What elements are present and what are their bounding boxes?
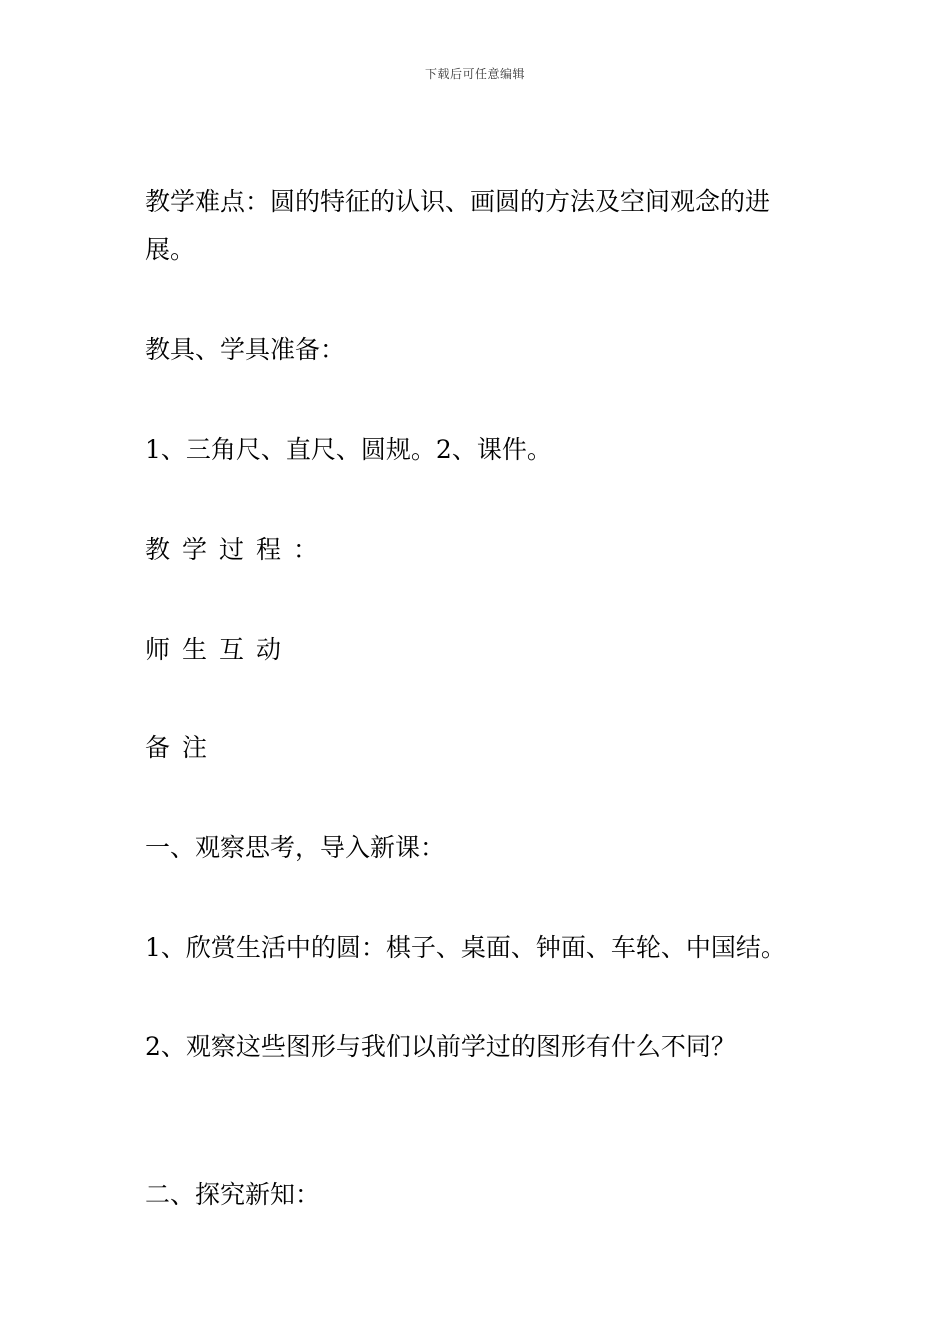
remark-heading: 备注 <box>145 733 220 762</box>
section-2-heading: 二、探究新知： <box>145 1180 321 1209</box>
teaching-process-heading: 教学过程： <box>145 535 331 564</box>
section-1-item-2: 2、观察这些图形与我们以前学过的图形有什么不同？ <box>145 1032 736 1061</box>
document-body <box>145 178 810 1209</box>
section-1-item-1: 1、欣赏生活中的圆：棋子、桌面、钟面、车轮、中国结。 <box>145 933 786 962</box>
interaction-heading: 师生互动 <box>145 635 294 664</box>
teaching-difficulty-paragraph: 教学难点：圆的特征的认识、画圆的方法及空间观念的进展。 <box>145 187 771 264</box>
tools-list-paragraph: 1、三角尺、直尺、圆规。2、课件。 <box>145 435 552 464</box>
section-1-heading: 一、观察思考，导入新课： <box>145 833 446 862</box>
tools-heading: 教具、学具准备： <box>145 335 346 364</box>
page-header: 下载后可任意编辑 <box>424 67 525 81</box>
